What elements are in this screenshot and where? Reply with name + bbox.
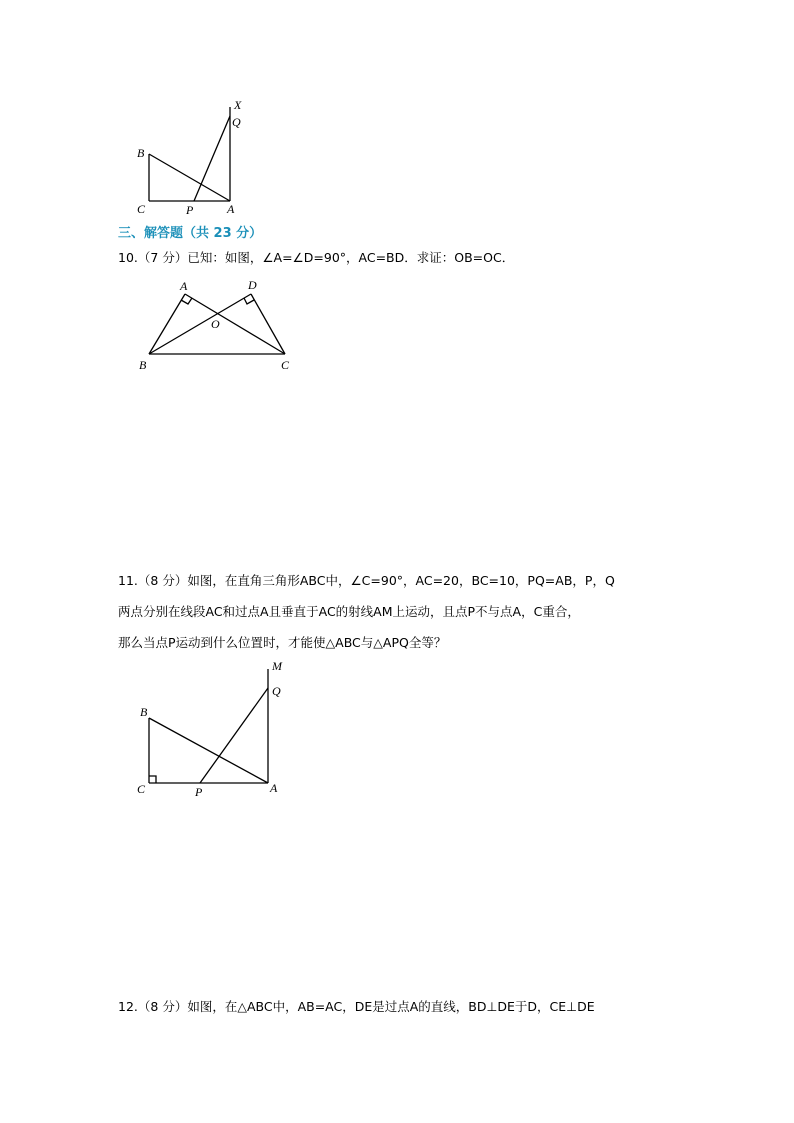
question-11-line-2: 两点分别在线段AC和过点A且垂直于AC的射线AM上运动，且点P不与点A，C重合， [118,604,580,619]
segment-PQ [194,116,230,201]
question-12-text: 如图，在△ABC中，AB=AC，DE是过点A的直线，BD⊥DE于D，CE⊥DE [187,999,595,1014]
label-A: A [270,781,278,795]
label-P: P [195,785,203,799]
figure-q10 [135,275,305,375]
question-11-score: （8 分） [137,573,188,588]
question-11-line-1 [118,565,615,596]
label-C: C [137,782,146,796]
segment-DC [251,294,285,354]
question-10 [118,242,514,273]
question-12-score: （8 分） [137,999,188,1014]
section-heading: 三、解答题（共 23 分） [118,226,263,241]
label-A: A [227,202,235,216]
label-A: A [180,279,188,293]
question-11-number: 11. [118,573,138,588]
label-P: P [186,203,194,217]
label-Q: Q [232,115,241,129]
label-C: C [281,358,290,372]
segment-PQ [200,688,268,783]
segment-BA [149,154,230,201]
label-X: X [234,98,242,112]
right-angle-mark-D [244,298,254,304]
label-M: M [272,659,282,673]
label-Q: Q [272,684,281,698]
label-C: C [137,202,146,216]
question-11 [118,565,615,658]
question-11-text-1: 如图，在直角三角形ABC中，∠C=90°，AC=20，BC=10，PQ=AB，P，Q [187,573,615,588]
label-B: B [140,705,148,719]
question-12-number: 12. [118,999,138,1014]
segment-BA [149,718,268,783]
question-12 [118,991,595,1022]
question-10-score: （7 分） [137,250,188,265]
label-O: O [211,317,220,331]
right-angle-mark-C [149,776,156,783]
label-D: D [248,278,257,292]
label-B: B [137,146,145,160]
segment-BA [149,294,185,354]
question-10-number: 10. [118,250,138,265]
question-10-text: 已知：如图，∠A=∠D=90°，AC=BD．求证：OB=OC． [187,250,515,265]
figure-top-triangle [130,95,260,220]
figure-q11 [130,655,290,805]
label-B: B [139,358,147,372]
question-11-line-3: 那么当点P运动到什么位置时，才能使△ABC与△APQ全等？ [118,635,447,650]
